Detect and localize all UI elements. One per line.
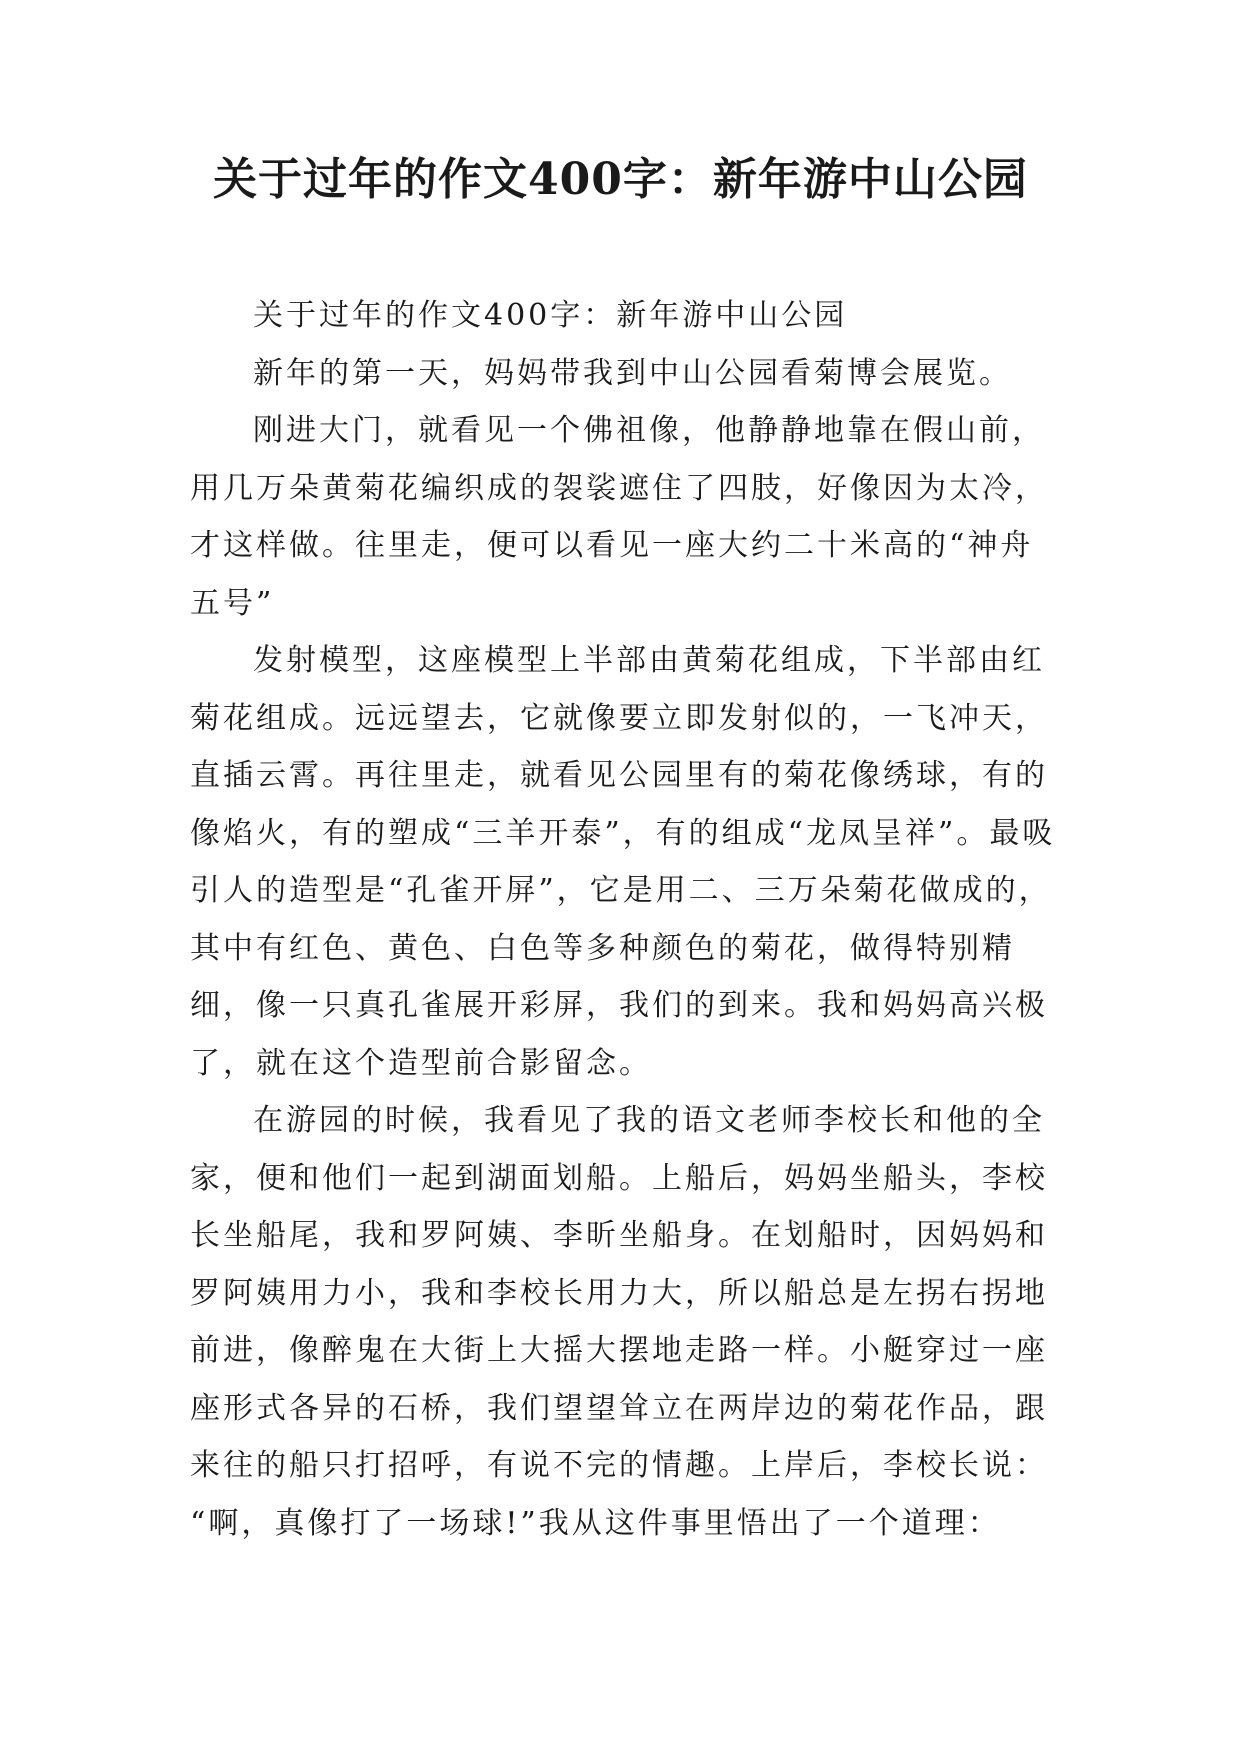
paragraph: 刚进大门，就看见一个佛祖像，他静静地靠在假山前，用几万朵黄菊花编织成的袈裟遮住了四肢，好像因为太冷，才这样做。往里走，便可以看见一座大约二十米高的“神舟五号” xyxy=(190,413,1048,621)
paragraph: “啊，真像打了一场球!”我从这件事里悟出了一个道理： xyxy=(190,1505,1001,1541)
paragraph: 在游园的时候，我看见了我的语文老师李校长和他的全家，便和他们一起到湖面划船。上船后，妈妈坐船头，李校长坐船尾，我和罗阿姨、李昕坐船身。在划船时，因妈妈和罗阿姨用力小，我和李校长用力大，所以船总是左拐右拐地前进，像醉鬼在大街上大摇大摆地走路一样。小艇穿过一座座形式各异的石桥，我们望望耸立在两岸边的菊花作品，跟来往的船只打招呼，有说不完的情趣。上岸后，李校长说： xyxy=(190,1103,1048,1483)
paragraph-heading: 关于过年的作文400字：新年游中山公园 xyxy=(253,298,848,333)
document-title: 关于过年的作文400字：新年游中山公园 xyxy=(213,154,1028,205)
paragraph: 新年的第一天，妈妈带我到中山公园看菊博会展览。 xyxy=(253,355,1012,391)
document-body xyxy=(190,287,1062,1552)
paragraph: 发射模型，这座模型上半部由黄菊花组成，下半部由红菊花组成。远远望去，它就像要立即发射似的，一飞冲天，直插云霄。再往里走，就看见公园里有的菊花像绣球，有的像焰火，有的塑成“三羊开泰”，有的组成“龙凤呈祥”。最吸引人的造型是“孔雀开屏”，它是用二、三万朵菊花做成的，其中有红色、黄色、白色等多种颜色的菊花，做得特别精细，像一只真孔雀展开彩屏，我们的到来。我和妈妈高兴极了，就在这个造型前合影留念。 xyxy=(190,643,1056,1081)
